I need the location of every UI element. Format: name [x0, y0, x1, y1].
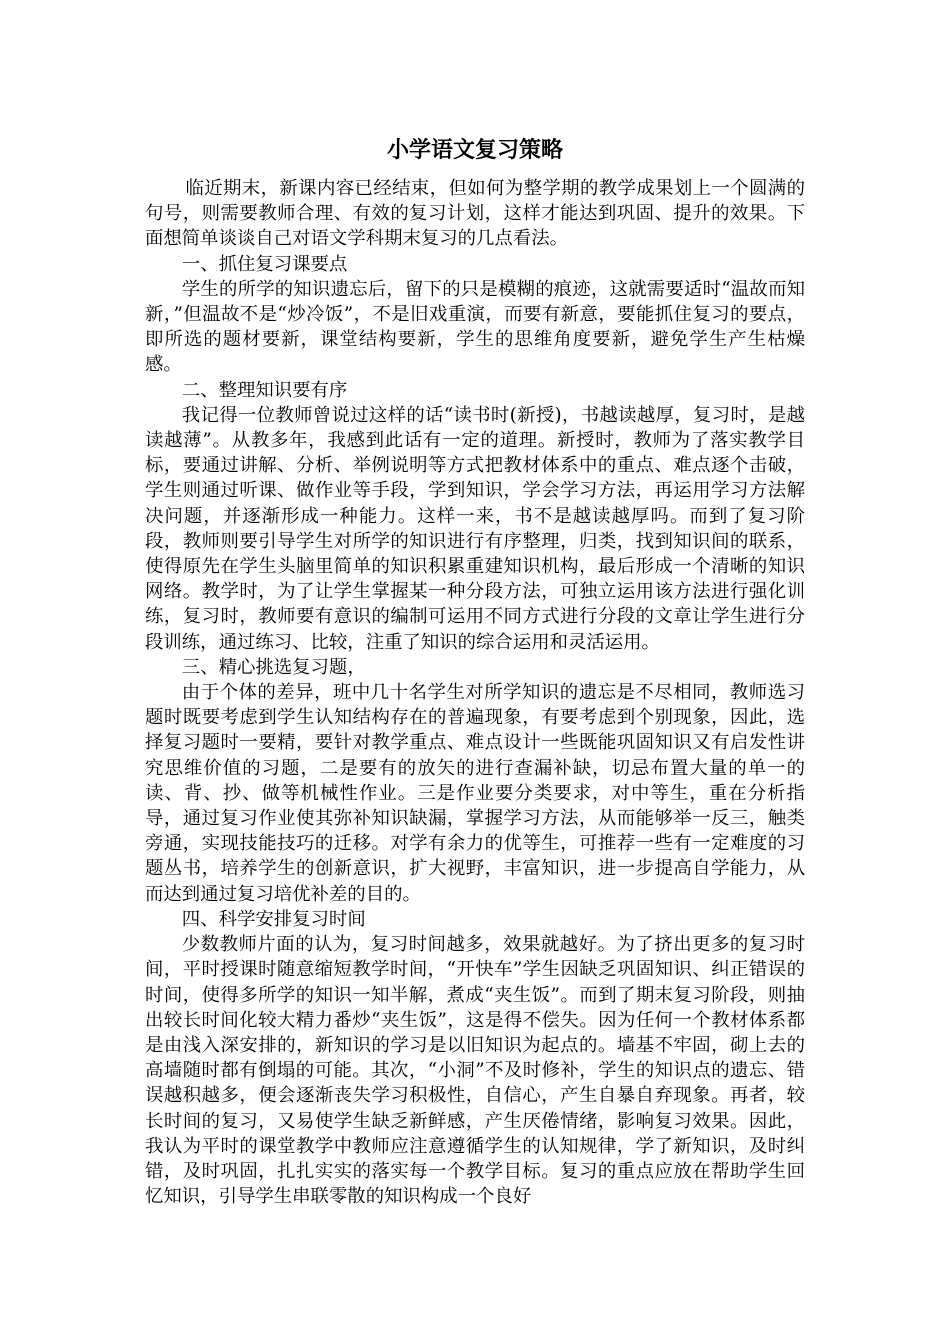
section-heading-3: 三、精心挑选复习题， — [181, 656, 366, 678]
section-heading-4: 四、科学安排复习时间 — [181, 908, 366, 930]
paragraph-section-1: 学生的所学的知识遗忘后，留下的只是模糊的痕迹，这就需要适时“温故而知新，”但温故不是“炒冷饭”，不是旧戏重演，而要有新意，要能抓住复习的要点，即所选的题材要新，课堂结构要新，学生的思维角度要新，避免学生产生枯燥感。 — [145, 278, 805, 376]
paragraph-section-3: 由于个体的差异，班中几十名学生对所学知识的遗忘是不尽相同，教师选习题时既要考虑到学生认知结构存在的普遍现象，有要考虑到个别现象，因此，选择复习题时一要精，要针对教学重点、难点设计一些既能巩固知识又有启发性讲究思维价值的习题，二是要有的放矢的进行查漏补缺，切忌布置大量的单一的读、背、抄、做等机械性作业。三是作业要分类要求，对中等生，重在分析指导，通过复习作业使其弥补知识缺漏，掌握学习方法，从而能够举一反三，触类旁通，实现技能技巧的迁移。对学有余力的优等生，可推荐一些有一定难度的习题丛书，培养学生的创新意识，扩大视野，丰富知识，进一步提高自学能力，从而达到通过复习培优补差的目的。 — [145, 682, 805, 905]
paragraph-section-4: 少数教师片面的认为，复习时间越多，效果就越好。为了挤出更多的复习时间，平时授课时随意缩短教学时间，“开快车”学生因缺乏巩固知识、纠正错误的时间，使得多所学的知识一知半解，煮成“夹生饭”。而到了期末复习阶段，则抽出较长时间化较大精力番炒“夹生饭”，这是得不偿失。因为任何一个教材体系都是由浅入深安排的，新知识的学习是以旧知识为起点的。墙基不牢固，砌上去的高墙随时都有倒塌的可能。其次，“小洞”不及时修补，学生的知识点的遗忘、错误越积越多，便会逐渐丧失学习积极性，自信心，产生自暴自弃现象。再者，较长时间的复习，又易使学生缺乏新鲜感，产生厌倦情绪，影响复习效果。因此，我认为平时的课堂教学中教师应注意遵循学生的认知规律，学了新知识，及时纠错，及时巩固，扎扎实实的落实每一个教学目标。复习的重点应放在帮助学生回忆知识，引导学生串联零散的知识构成一个良好 — [145, 934, 805, 1208]
document-body — [145, 176, 805, 1209]
section-heading-1: 一、抓住复习课要点 — [181, 253, 348, 275]
document-title: 小学语文复习策略 — [386, 138, 563, 163]
paragraph-intro: 临近期末，新课内容已经结束，但如何为整学期的教学成果划上一个圆满的句号，则需要教师合理、有效的复习计划，这样才能达到巩固、提升的效果。下面想简单谈谈自己对语文学科期末复习的几点看法。 — [145, 178, 805, 250]
paragraph-section-2: 我记得一位教师曾说过这样的话“读书时(新授)，书越读越厚，复习时，是越读越薄”。从教多年，我感到此话有一定的道理。新授时，教师为了落实教学目标，要通过讲解、分析、举例说明等方式把教材体系中的重点、难点逐个击破，学生则通过听课、做作业等手段，学到知识，学会学习方法，再运用学习方法解决问题，并逐渐形成一种能力。这样一来，书不是越读越厚吗。而到了复习阶段，教师则要引导学生对所学的知识进行有序整理，归类，找到知识间的联系，使得原先在学生头脑里简单的知识积累重建知识机构，最后形成一个清晰的知识网络。教学时，为了让学生掌握某一种分段方法，可独立运用该方法进行强化训练，复习时，教师要有意识的编制可运用不同方式进行分段的文章让学生进行分段训练，通过练习、比较，注重了知识的综合运用和灵活运用。 — [145, 404, 805, 653]
section-heading-2: 二、整理知识要有序 — [181, 379, 348, 401]
